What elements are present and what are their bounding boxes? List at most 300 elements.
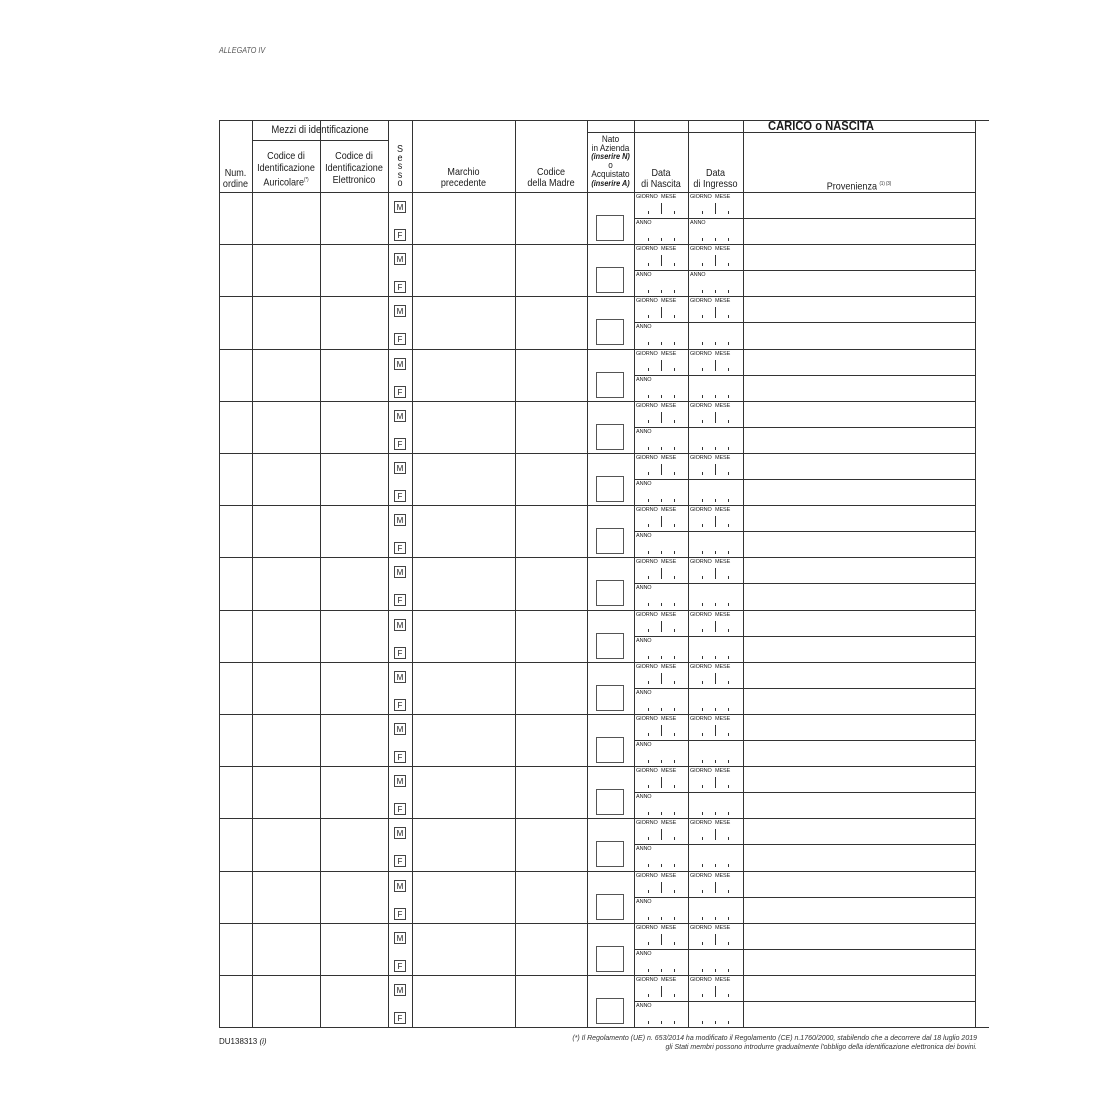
mezzi-divider — [252, 140, 388, 141]
giorno-label: GIORNO — [690, 611, 712, 618]
section-title: CARICO o NASCITA — [767, 118, 874, 133]
sex-option-f[interactable]: F — [394, 542, 406, 554]
codice-madre-field[interactable] — [515, 975, 587, 1027]
sesso-letter: o — [397, 177, 403, 189]
sex-option-m[interactable]: M — [394, 671, 406, 683]
num-ordine-field[interactable] — [219, 662, 252, 714]
column-divider — [587, 120, 588, 1027]
data-ingresso-field[interactable] — [688, 192, 743, 244]
sex-option-f[interactable]: F — [394, 1012, 406, 1024]
giorno-label: GIORNO — [690, 350, 712, 357]
codice-aur-sup: (*) — [304, 177, 309, 183]
nato-acquistato-box[interactable] — [596, 998, 624, 1024]
codice-auricolare-field[interactable] — [252, 296, 320, 348]
mese-label: MESE — [715, 872, 731, 879]
nato-line: (inserire N) — [591, 151, 630, 162]
data-nascita-field[interactable] — [634, 505, 688, 557]
codice-aur-line-2: Identificazione — [257, 162, 315, 174]
nato-line: in Azienda — [591, 142, 630, 154]
codice-elettronico-field[interactable] — [320, 818, 388, 870]
data-nascita-field[interactable] — [634, 610, 688, 662]
giorno-label: GIORNO — [636, 768, 658, 775]
giorno-label: GIORNO — [636, 872, 658, 879]
madre-line-1: Codice — [536, 166, 566, 178]
data-nascita-field[interactable] — [634, 818, 688, 870]
marchio-precedente-field[interactable] — [412, 662, 515, 714]
giorno-label: GIORNO — [636, 298, 658, 305]
footnote-line-1: (*) Il Regolamento (UE) n. 653/2014 ha modificato il Regolamento (CE) n.1760/2000, stabilendo che a decorrere dal 18 luglio 2019 — [572, 1035, 977, 1042]
codice-madre-field[interactable] — [515, 349, 587, 401]
nato-acquistato-box[interactable] — [596, 319, 624, 345]
num-ordine-field[interactable] — [219, 244, 252, 296]
codice-auricolare-field[interactable] — [252, 871, 320, 923]
codice-auricolare-field[interactable] — [252, 505, 320, 557]
giorno-label: GIORNO — [690, 977, 712, 983]
data-nascita-field[interactable] — [634, 401, 688, 453]
data-nascita-field[interactable] — [634, 296, 688, 348]
sex-option-m[interactable]: M — [394, 723, 406, 735]
data-ingresso-field[interactable] — [688, 557, 743, 609]
data-nascita-field[interactable] — [634, 349, 688, 401]
nato-acquistato-box[interactable] — [596, 424, 624, 450]
sex-option-m[interactable]: M — [394, 305, 406, 317]
codice-madre-field[interactable] — [515, 766, 587, 818]
mese-label: MESE — [661, 507, 677, 514]
anno-label: ANNO — [636, 950, 652, 957]
data-nascita-field[interactable] — [634, 975, 688, 1027]
giorno-label: GIORNO — [690, 455, 712, 461]
sesso-letter: S — [396, 143, 404, 155]
num-ordine-line-2: ordine — [222, 178, 249, 190]
codice-auricolare-field[interactable] — [252, 662, 320, 714]
num-ordine-field[interactable] — [219, 766, 252, 818]
column-divider — [388, 120, 389, 1027]
mese-label: MESE — [715, 298, 731, 305]
mese-label: MESE — [661, 872, 677, 879]
codice-madre-field[interactable] — [515, 871, 587, 923]
sex-option-f[interactable]: F — [394, 229, 406, 241]
codice-auricolare-field[interactable] — [252, 818, 320, 870]
data-ingresso-field[interactable] — [688, 923, 743, 975]
num-ordine-field[interactable] — [219, 975, 252, 1027]
nato-acquistato-box[interactable] — [596, 372, 624, 398]
codice-madre-field[interactable] — [515, 714, 587, 766]
provenienza-field[interactable] — [743, 871, 975, 923]
provenienza-field[interactable] — [743, 818, 975, 870]
num-ordine-field[interactable] — [219, 192, 252, 244]
num-ordine-field[interactable] — [219, 557, 252, 609]
mese-label: MESE — [715, 194, 731, 200]
sesso-letter: s — [397, 160, 403, 172]
anno-label: ANNO — [636, 428, 652, 435]
data-nascita-field[interactable] — [634, 714, 688, 766]
anno-label: ANNO — [636, 220, 652, 226]
codice-elettronico-field[interactable] — [320, 975, 388, 1027]
provenienza-field[interactable] — [743, 557, 975, 609]
codice-auricolare-field[interactable] — [252, 557, 320, 609]
codice-ele-line-1: Codice di — [335, 150, 373, 162]
provenienza-header — [759, 179, 959, 193]
codice-madre-field[interactable] — [515, 296, 587, 348]
data-ingresso-field[interactable] — [688, 505, 743, 557]
sesso-letter: s — [397, 168, 403, 181]
codice-madre-field[interactable] — [515, 818, 587, 870]
sex-option-m[interactable]: M — [394, 984, 406, 996]
provenienza-field[interactable] — [743, 714, 975, 766]
mese-label: MESE — [715, 507, 731, 514]
anno-label: ANNO — [636, 742, 652, 748]
codice-madre-field[interactable] — [515, 244, 587, 296]
sex-option-m[interactable]: M — [394, 410, 406, 422]
codice-elettronico-field[interactable] — [320, 244, 388, 296]
mese-label: MESE — [661, 716, 677, 722]
data-nascita-field[interactable] — [634, 244, 688, 296]
nato-acquistato-box[interactable] — [596, 685, 624, 711]
codice-aur-line-3 — [257, 175, 315, 189]
codice-elettronico-field[interactable] — [320, 557, 388, 609]
giorno-label: GIORNO — [690, 246, 712, 253]
codice-elettronico-field[interactable] — [320, 296, 388, 348]
mezzi-header: Mezzi di identificazione — [271, 124, 369, 136]
data-ingresso-field[interactable] — [688, 818, 743, 870]
anno-label: ANNO — [636, 794, 652, 801]
num-ordine-field[interactable] — [219, 610, 252, 662]
num-ordine-field[interactable] — [219, 401, 252, 453]
giorno-label: GIORNO — [636, 507, 658, 514]
footer-code-text: DU138313 — [219, 1037, 258, 1046]
codice-auricolare-field[interactable] — [252, 453, 320, 505]
nato-acquistato-box[interactable] — [596, 894, 624, 920]
provenienza-field[interactable] — [743, 505, 975, 557]
giorno-label: GIORNO — [636, 924, 658, 931]
nato-line: (inserire A) — [591, 177, 630, 188]
giorno-label: GIORNO — [636, 977, 658, 983]
data-ingresso-field[interactable] — [688, 349, 743, 401]
anno-label: ANNO — [690, 220, 706, 226]
codice-elettronico-field[interactable] — [320, 453, 388, 505]
mese-label: MESE — [661, 455, 677, 461]
data-ingresso-field[interactable] — [688, 766, 743, 818]
codice-madre-field[interactable] — [515, 453, 587, 505]
codice-elettronico-field[interactable] — [320, 349, 388, 401]
marchio-precedente-field[interactable] — [412, 192, 515, 244]
mese-label: MESE — [715, 820, 731, 827]
sex-option-f[interactable]: F — [394, 803, 406, 815]
mese-label: MESE — [715, 402, 731, 409]
codice-madre-field[interactable] — [515, 505, 587, 557]
nato-acquistato-box[interactable] — [596, 946, 624, 972]
data-nascita-field[interactable] — [634, 453, 688, 505]
sex-option-m[interactable]: M — [394, 619, 406, 631]
footnote-line-2: gli Stati membri possono introdurre gradualmente l'obbligo della identificazione elettronica dei bovini. — [665, 1044, 977, 1051]
data-ingresso-field[interactable] — [688, 401, 743, 453]
anno-label: ANNO — [636, 637, 652, 644]
mese-label: MESE — [661, 977, 677, 983]
mese-label: MESE — [715, 246, 731, 253]
mese-label: MESE — [661, 402, 677, 409]
giorno-label: GIORNO — [690, 924, 712, 931]
provenienza-field[interactable] — [743, 349, 975, 401]
codice-elettronico-field[interactable] — [320, 766, 388, 818]
giorno-label: GIORNO — [636, 350, 658, 357]
sex-option-f[interactable]: F — [394, 438, 406, 450]
nato-acquistato-box[interactable] — [596, 215, 624, 241]
codice-elettronico-field[interactable] — [320, 505, 388, 557]
codice-madre-field[interactable] — [515, 192, 587, 244]
giorno-label: GIORNO — [636, 559, 658, 566]
anno-label: ANNO — [636, 846, 652, 853]
nato-acquistato-box[interactable] — [596, 841, 624, 867]
provenienza-field[interactable] — [743, 244, 975, 296]
data-ingresso-field[interactable] — [688, 662, 743, 714]
mese-label: MESE — [715, 611, 731, 618]
giorno-label: GIORNO — [636, 820, 658, 827]
data-nascita-field[interactable] — [634, 557, 688, 609]
num-ordine-field[interactable] — [219, 349, 252, 401]
codice-ele-line-2: Identificazione — [325, 162, 383, 174]
marchio-precedente-field[interactable] — [412, 505, 515, 557]
anno-label: ANNO — [636, 689, 652, 696]
codice-elettronico-field[interactable] — [320, 662, 388, 714]
giorno-label: GIORNO — [690, 768, 712, 775]
mese-label: MESE — [661, 768, 677, 775]
anno-label: ANNO — [636, 272, 652, 279]
giorno-label: GIORNO — [636, 611, 658, 618]
giorno-label: GIORNO — [690, 559, 712, 566]
marchio-precedente-field[interactable] — [412, 975, 515, 1027]
nascita-line-2: di Nascita — [641, 178, 681, 190]
data-ingresso-field[interactable] — [688, 714, 743, 766]
provenienza-field[interactable] — [743, 662, 975, 714]
mese-label: MESE — [715, 924, 731, 931]
marchio-line-1: Marchio — [447, 166, 480, 178]
sex-option-m[interactable]: M — [394, 932, 406, 944]
data-nascita-field[interactable] — [634, 192, 688, 244]
annex-label: ALLEGATO IV — [219, 46, 266, 55]
marchio-precedente-field[interactable] — [412, 244, 515, 296]
nato-line: Acquistato — [591, 168, 630, 180]
marchio-precedente-field[interactable] — [412, 296, 515, 348]
num-ordine-field[interactable] — [219, 296, 252, 348]
codice-madre-field[interactable] — [515, 610, 587, 662]
codice-auricolare-field[interactable] — [252, 975, 320, 1027]
marchio-precedente-field[interactable] — [412, 923, 515, 975]
mese-label: MESE — [661, 298, 677, 305]
giorno-label: GIORNO — [690, 663, 712, 670]
giorno-label: GIORNO — [690, 820, 712, 827]
sesso-letter: e — [397, 151, 403, 164]
footnote — [417, 1034, 977, 1052]
marchio-precedente-field[interactable] — [412, 453, 515, 505]
sex-option-m[interactable]: M — [394, 514, 406, 526]
codice-elettronico-field[interactable] — [320, 610, 388, 662]
mese-label: MESE — [715, 977, 731, 983]
sex-option-f[interactable]: F — [394, 647, 406, 659]
data-nascita-field[interactable] — [634, 871, 688, 923]
sex-option-f[interactable]: F — [394, 960, 406, 972]
sex-option-m[interactable]: M — [394, 253, 406, 265]
codice-ele-line-3: Elettronico — [332, 174, 376, 186]
sex-option-f[interactable]: F — [394, 699, 406, 711]
data-ingresso-field[interactable] — [688, 453, 743, 505]
codice-elettronico-field[interactable] — [320, 401, 388, 453]
codice-elettronico-field[interactable] — [320, 714, 388, 766]
mese-label: MESE — [661, 559, 677, 566]
nato-acquistato-box[interactable] — [596, 580, 624, 606]
codice-auricolare-field[interactable] — [252, 401, 320, 453]
sex-option-m[interactable]: M — [394, 358, 406, 370]
mese-label: MESE — [661, 611, 677, 618]
mese-label: MESE — [661, 820, 677, 827]
giorno-label: GIORNO — [636, 246, 658, 253]
codice-elettronico-field[interactable] — [320, 192, 388, 244]
anno-label: ANNO — [636, 585, 652, 592]
codice-auricolare-field[interactable] — [252, 349, 320, 401]
data-nascita-field[interactable] — [634, 766, 688, 818]
num-ordine-line-1: Num. — [224, 167, 247, 179]
codice-elettronico-field[interactable] — [320, 871, 388, 923]
num-ordine-field[interactable] — [219, 923, 252, 975]
mese-label: MESE — [715, 455, 731, 461]
codice-auricolare-field[interactable] — [252, 610, 320, 662]
anno-label: ANNO — [636, 324, 652, 331]
codice-madre-field[interactable] — [515, 662, 587, 714]
marchio-precedente-field[interactable] — [412, 766, 515, 818]
anno-label: ANNO — [636, 1003, 652, 1009]
nascita-line-1: Data — [651, 167, 671, 179]
mese-label: MESE — [715, 559, 731, 566]
data-nascita-field[interactable] — [634, 662, 688, 714]
marchio-precedente-field[interactable] — [412, 401, 515, 453]
table-bottom-border — [219, 1027, 989, 1028]
data-ingresso-field[interactable] — [688, 296, 743, 348]
giorno-label: GIORNO — [636, 716, 658, 722]
codice-elettronico-field[interactable] — [320, 923, 388, 975]
anno-label: ANNO — [636, 481, 652, 487]
sex-option-m[interactable]: M — [394, 462, 406, 474]
mese-label: MESE — [661, 663, 677, 670]
nato-acquistato-box[interactable] — [596, 633, 624, 659]
anno-label: ANNO — [690, 272, 706, 279]
mese-label: MESE — [661, 194, 677, 200]
codice-madre-field[interactable] — [515, 401, 587, 453]
provenienza-field[interactable] — [743, 610, 975, 662]
provenienza-field[interactable] — [743, 923, 975, 975]
data-ingresso-field[interactable] — [688, 975, 743, 1027]
sex-option-f[interactable]: F — [394, 386, 406, 398]
sex-option-f[interactable]: F — [394, 490, 406, 502]
mese-label: MESE — [715, 768, 731, 775]
nato-acquistato-box[interactable] — [596, 737, 624, 763]
nato-acquistato-box[interactable] — [596, 476, 624, 502]
nato-acquistato-box[interactable] — [596, 789, 624, 815]
table-right-border — [975, 120, 976, 1027]
provenienza-text: Provenienza — [826, 180, 877, 193]
num-ordine-field[interactable] — [219, 453, 252, 505]
nato-line: o — [608, 160, 613, 172]
anno-label: ANNO — [636, 898, 652, 905]
num-ordine-field[interactable] — [219, 871, 252, 923]
sex-option-f[interactable]: F — [394, 594, 406, 606]
sex-option-f[interactable]: F — [394, 281, 406, 293]
footer-code-suffix: (i) — [259, 1037, 267, 1046]
num-ordine-field[interactable] — [219, 818, 252, 870]
data-ingresso-field[interactable] — [688, 610, 743, 662]
giorno-label: GIORNO — [690, 507, 712, 514]
codice-auricolare-field[interactable] — [252, 766, 320, 818]
giorno-label: GIORNO — [690, 298, 712, 305]
marchio-precedente-field[interactable] — [412, 610, 515, 662]
data-ingresso-field[interactable] — [688, 244, 743, 296]
marchio-precedente-field[interactable] — [412, 557, 515, 609]
mese-label: MESE — [661, 350, 677, 357]
ingresso-line-1: Data — [705, 167, 726, 179]
codice-auricolare-field[interactable] — [252, 244, 320, 296]
ingresso-line-2: di Ingresso — [693, 178, 738, 190]
sex-option-m[interactable]: M — [394, 201, 406, 213]
giorno-label: GIORNO — [636, 455, 658, 461]
anno-label: ANNO — [636, 376, 652, 383]
anno-label: ANNO — [636, 533, 652, 540]
nato-acquistato-box[interactable] — [596, 267, 624, 293]
codice-auricolare-field[interactable] — [252, 923, 320, 975]
marchio-precedente-field[interactable] — [412, 871, 515, 923]
codice-madre-field[interactable] — [515, 557, 587, 609]
nato-line: Nato — [601, 134, 620, 145]
sex-option-m[interactable]: M — [394, 827, 406, 839]
giorno-label: GIORNO — [690, 194, 712, 200]
codice-auricolare-field[interactable] — [252, 714, 320, 766]
provenienza-field[interactable] — [743, 192, 975, 244]
provenienza-field[interactable] — [743, 975, 975, 1027]
footer-code — [219, 1037, 267, 1046]
marchio-precedente-field[interactable] — [412, 818, 515, 870]
mese-label: MESE — [715, 663, 731, 670]
sex-option-m[interactable]: M — [394, 566, 406, 578]
data-ingresso-field[interactable] — [688, 871, 743, 923]
mese-label: MESE — [661, 246, 677, 253]
marchio-precedente-field[interactable] — [412, 714, 515, 766]
num-ordine-field[interactable] — [219, 714, 252, 766]
sex-option-f[interactable]: F — [394, 333, 406, 345]
sex-option-m[interactable]: M — [394, 880, 406, 892]
provenienza-field[interactable] — [743, 766, 975, 818]
num-ordine-field[interactable] — [219, 505, 252, 557]
sex-option-f[interactable]: F — [394, 855, 406, 867]
giorno-label: GIORNO — [690, 716, 712, 722]
madre-line-2: della Madre — [527, 177, 575, 189]
giorno-label: GIORNO — [636, 402, 658, 409]
codice-auricolare-field[interactable] — [252, 192, 320, 244]
mese-label: MESE — [715, 350, 731, 357]
codice-aur-text: Auricolare — [263, 176, 305, 189]
mese-label: MESE — [661, 924, 677, 931]
codice-madre-field[interactable] — [515, 923, 587, 975]
giorno-label: GIORNO — [636, 663, 658, 670]
nato-acquistato-box[interactable] — [596, 528, 624, 554]
codice-aur-line-1: Codice di — [267, 150, 305, 162]
marchio-precedente-field[interactable] — [412, 349, 515, 401]
sex-option-m[interactable]: M — [394, 775, 406, 787]
mese-label: MESE — [715, 716, 731, 722]
provenienza-field[interactable] — [743, 296, 975, 348]
sex-option-f[interactable]: F — [394, 908, 406, 920]
provenienza-field[interactable] — [743, 401, 975, 453]
data-nascita-field[interactable] — [634, 923, 688, 975]
provenienza-field[interactable] — [743, 453, 975, 505]
sex-option-f[interactable]: F — [394, 751, 406, 763]
provenienza-sup: (1) (3) — [879, 181, 892, 187]
